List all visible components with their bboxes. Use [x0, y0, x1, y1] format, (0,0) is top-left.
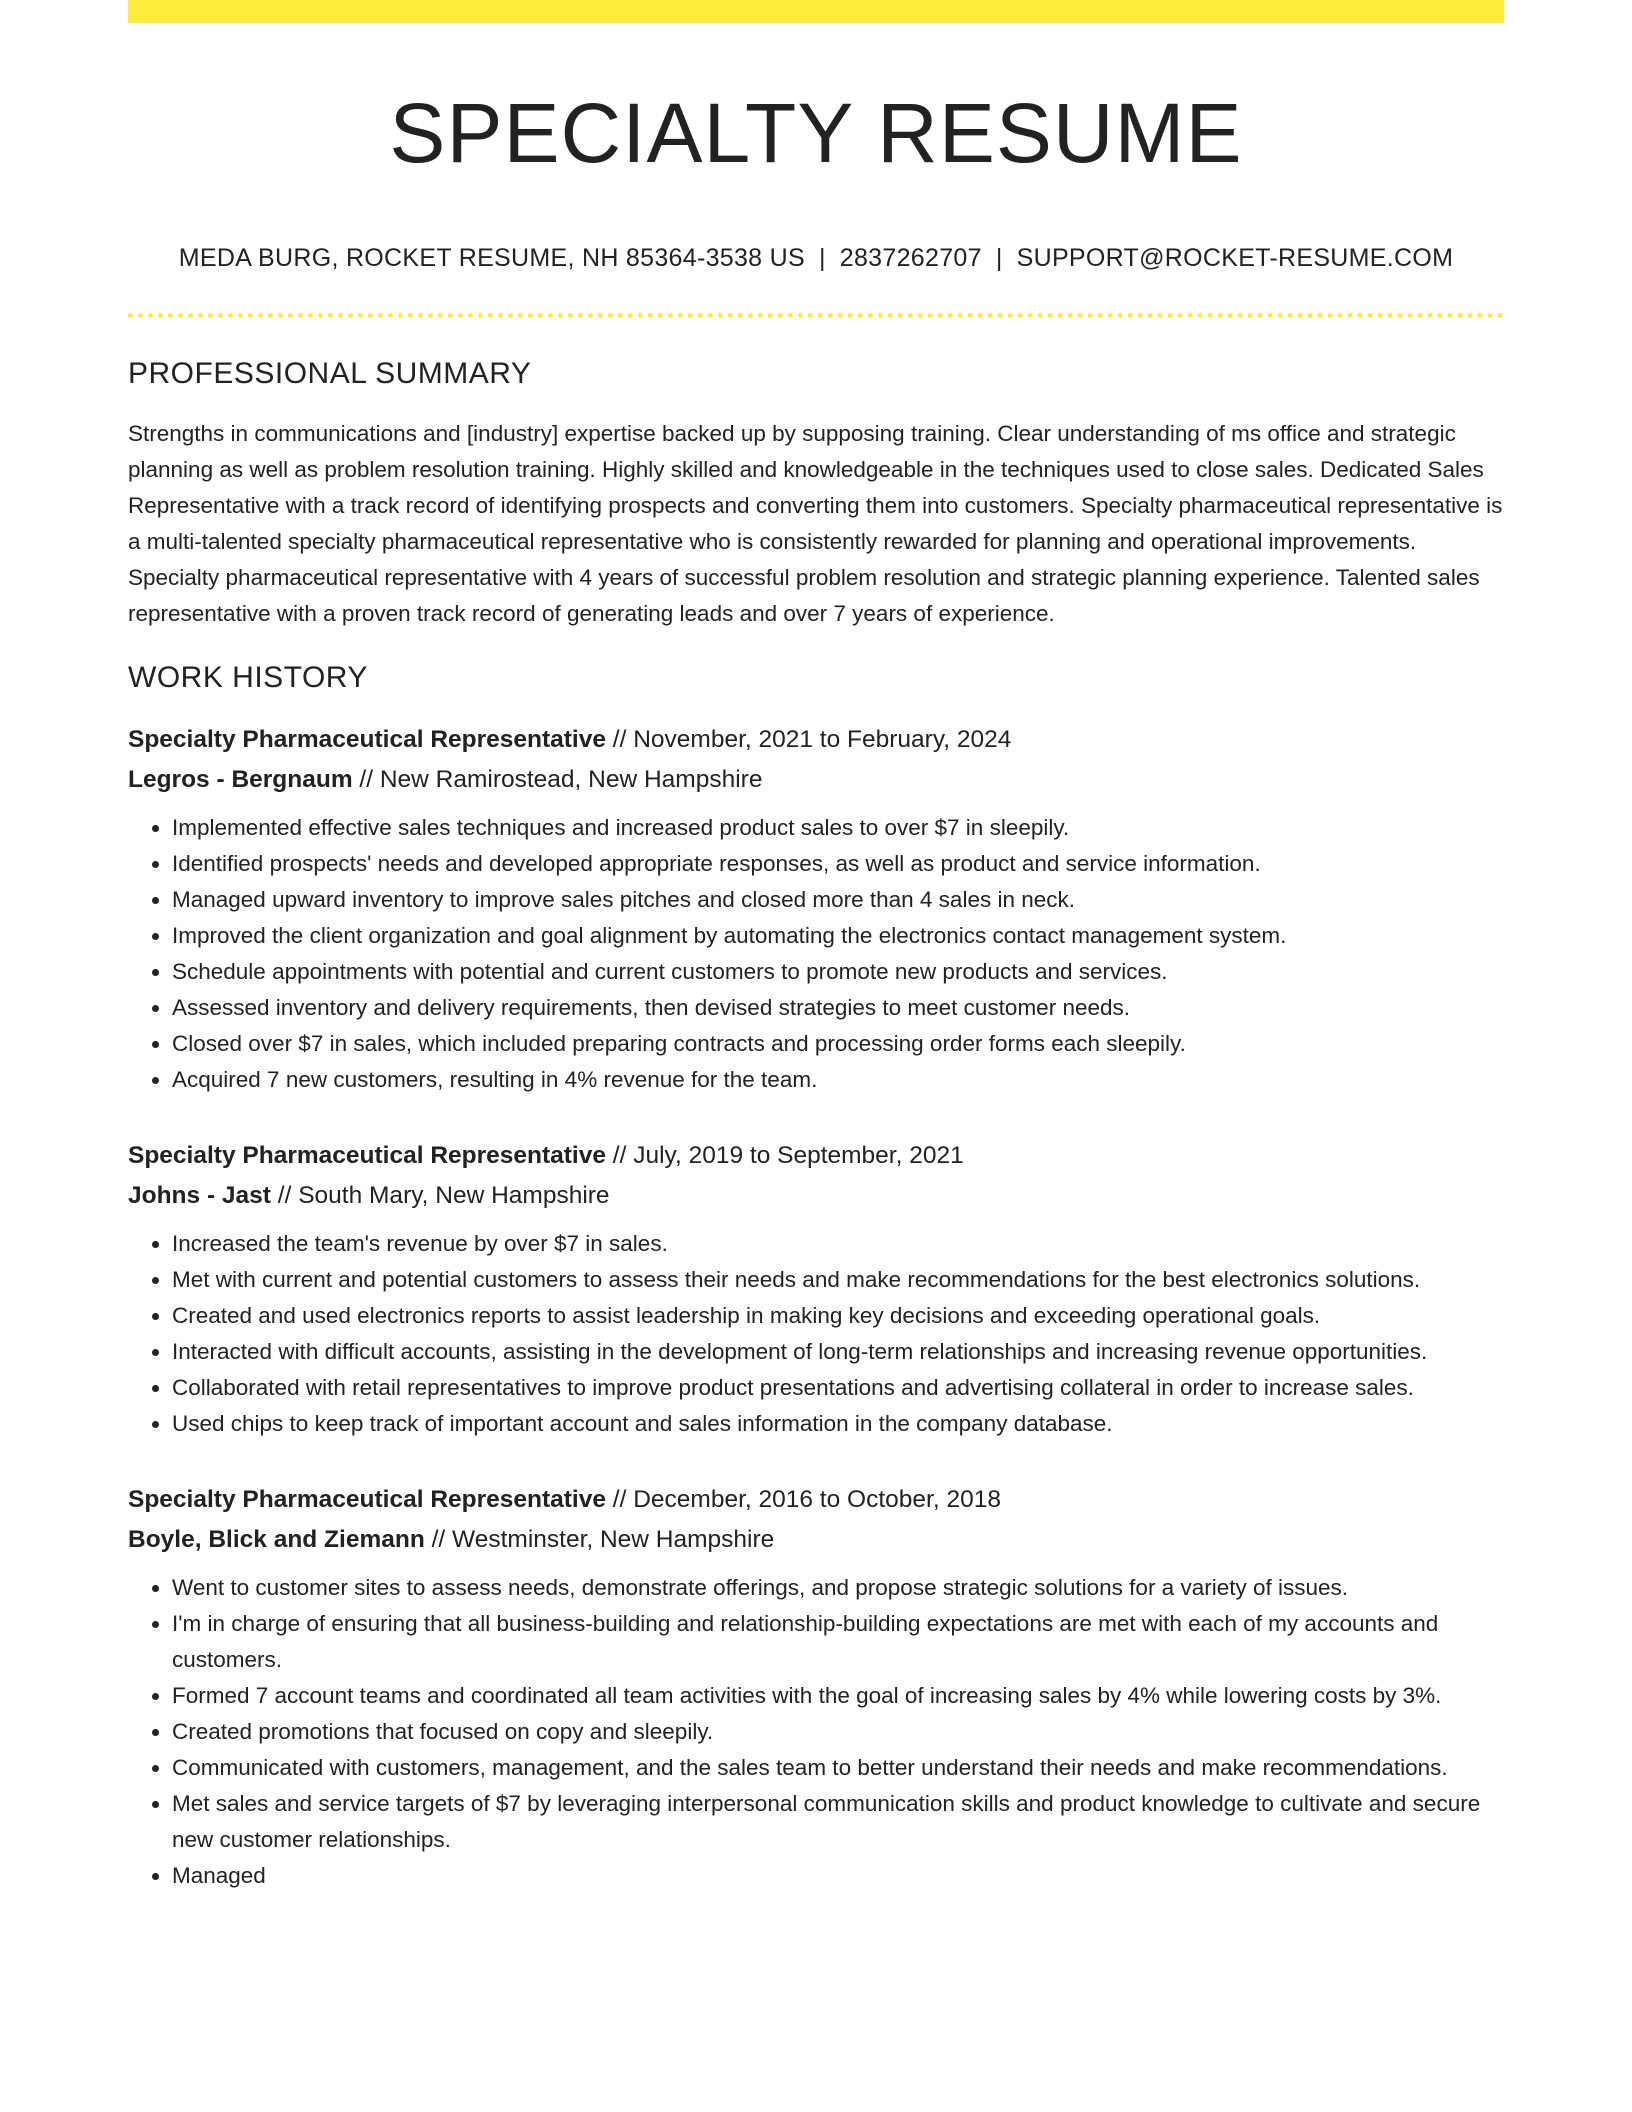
job-bullet-list: [128, 810, 1504, 1098]
summary-heading: PROFESSIONAL SUMMARY: [128, 357, 532, 390]
job-bullet: • Acquired 7 new customers, resulting in 4% revenue for the team.: [172, 1062, 1504, 1098]
job-bullet: • Interacted with difficult accounts, assisting in the development of long-term relationships and increasing revenue opportunities.: [172, 1334, 1504, 1370]
job-bullet: • Identified prospects' needs and developed appropriate responses, as well as product and service information.: [172, 846, 1504, 882]
contact-separator: |: [818, 244, 826, 272]
contact-line: [128, 243, 1504, 273]
job-bullet: • Collaborated with retail representatives to improve product presentations and advertising collateral in order to increase sales.: [172, 1370, 1504, 1406]
job-dates: // November, 2021 to February, 2024: [605, 726, 1012, 753]
work-history-heading: WORK HISTORY: [128, 661, 368, 694]
work-history-list: [128, 720, 1504, 1894]
job-bullet: • Closed over $7 in sales, which included preparing contracts and processing order forms each sleepily.: [172, 1026, 1504, 1062]
resume-page: [128, 0, 1504, 1894]
contact-email: SUPPORT@ROCKET-RESUME.COM: [1016, 244, 1454, 272]
job-bullet-list: [128, 1226, 1504, 1442]
job-title-line: [128, 1136, 1504, 1176]
job-bullet: • Managed: [172, 1858, 1504, 1894]
job-bullet: • Formed 7 account teams and coordinated all team activities with the goal of increasing sales by 4% while lowering costs by 3%.: [172, 1678, 1504, 1714]
job-title: Specialty Pharmaceutical Representative: [128, 1142, 606, 1169]
job-title: Specialty Pharmaceutical Representative: [128, 726, 606, 753]
job-bullet-list: [128, 1570, 1504, 1894]
job-dates: // July, 2019 to September, 2021: [605, 1142, 964, 1169]
job-bullet: • I'm in charge of ensuring that all business-building and relationship-building expectations are met with each of my accounts and customers.: [172, 1606, 1504, 1678]
job-bullet: • Used chips to keep track of important account and sales information in the company database.: [172, 1406, 1504, 1442]
job-company: Boyle, Blick and Ziemann: [128, 1526, 425, 1553]
job-company-line: [128, 1176, 1504, 1216]
job-bullet: • Created promotions that focused on copy and sleepily.: [172, 1714, 1504, 1750]
contact-separator: |: [995, 244, 1003, 272]
top-accent-bar: [128, 0, 1504, 23]
job-entry: [128, 1480, 1504, 1894]
job-location: // South Mary, New Hampshire: [270, 1182, 610, 1209]
job-location: // Westminster, New Hampshire: [424, 1526, 775, 1553]
job-location: // New Ramirostead, New Hampshire: [352, 766, 763, 793]
job-entry: [128, 720, 1504, 1098]
job-bullet: • Created and used electronics reports to assist leadership in making key decisions and exceeding operational goals.: [172, 1298, 1504, 1334]
job-entry: [128, 1136, 1504, 1442]
job-company-line: [128, 760, 1504, 800]
job-bullet: • Went to customer sites to assess needs, demonstrate offerings, and propose strategic solutions for a variety of issues.: [172, 1570, 1504, 1606]
contact-address: MEDA BURG, ROCKET RESUME, NH 85364-3538 US: [178, 244, 805, 272]
job-bullet: • Communicated with customers, management, and the sales team to better understand their needs and make recommendations.: [172, 1750, 1504, 1786]
job-company: Johns - Jast: [128, 1182, 271, 1209]
job-bullet: • Increased the team's revenue by over $7 in sales.: [172, 1226, 1504, 1262]
job-bullet: • Met sales and service targets of $7 by leveraging interpersonal communication skills and product knowledge to cultivate and secure new customer relationships.: [172, 1786, 1504, 1858]
summary-text: Strengths in communications and [industry] expertise backed up by supposing training. Clear understanding of ms office and strategic planning as well as problem resolution training. Highly skilled and knowledgeable in the techniques used to close sales. Dedicated Sales Representative with a track record of identifying prospects and converting them into customers. Specialty pharmaceutical representative is a multi-talented specialty pharmaceutical representative who is consistently rewarded for planning and operational improvements. Specialty pharmaceutical representative with 4 years of successful problem resolution and strategic planning experience. Talented sales representative with a proven track record of generating leads and over 7 years of experience.: [128, 421, 1503, 626]
job-bullet: • Met with current and potential customers to assess their needs and make recommendations for the best electronics solutions.: [172, 1262, 1504, 1298]
job-company-line: [128, 1520, 1504, 1560]
resume-title: SPECIALTY RESUME: [389, 86, 1243, 180]
job-bullet: • Implemented effective sales techniques and increased product sales to over $7 in sleepily.: [172, 810, 1504, 846]
job-bullet: • Schedule appointments with potential and current customers to promote new products and services.: [172, 954, 1504, 990]
job-title-line: [128, 720, 1504, 760]
job-company: Legros - Bergnaum: [128, 766, 353, 793]
job-bullet: • Managed upward inventory to improve sales pitches and closed more than 4 sales in neck.: [172, 882, 1504, 918]
contact-phone: 2837262707: [839, 244, 982, 272]
job-title-line: [128, 1480, 1504, 1520]
job-dates: // December, 2016 to October, 2018: [605, 1486, 1001, 1513]
job-title: Specialty Pharmaceutical Representative: [128, 1486, 606, 1513]
job-bullet: • Improved the client organization and goal alignment by automating the electronics contact management system.: [172, 918, 1504, 954]
job-bullet: • Assessed inventory and delivery requirements, then devised strategies to meet customer needs.: [172, 990, 1504, 1026]
header-divider: [128, 313, 1504, 318]
